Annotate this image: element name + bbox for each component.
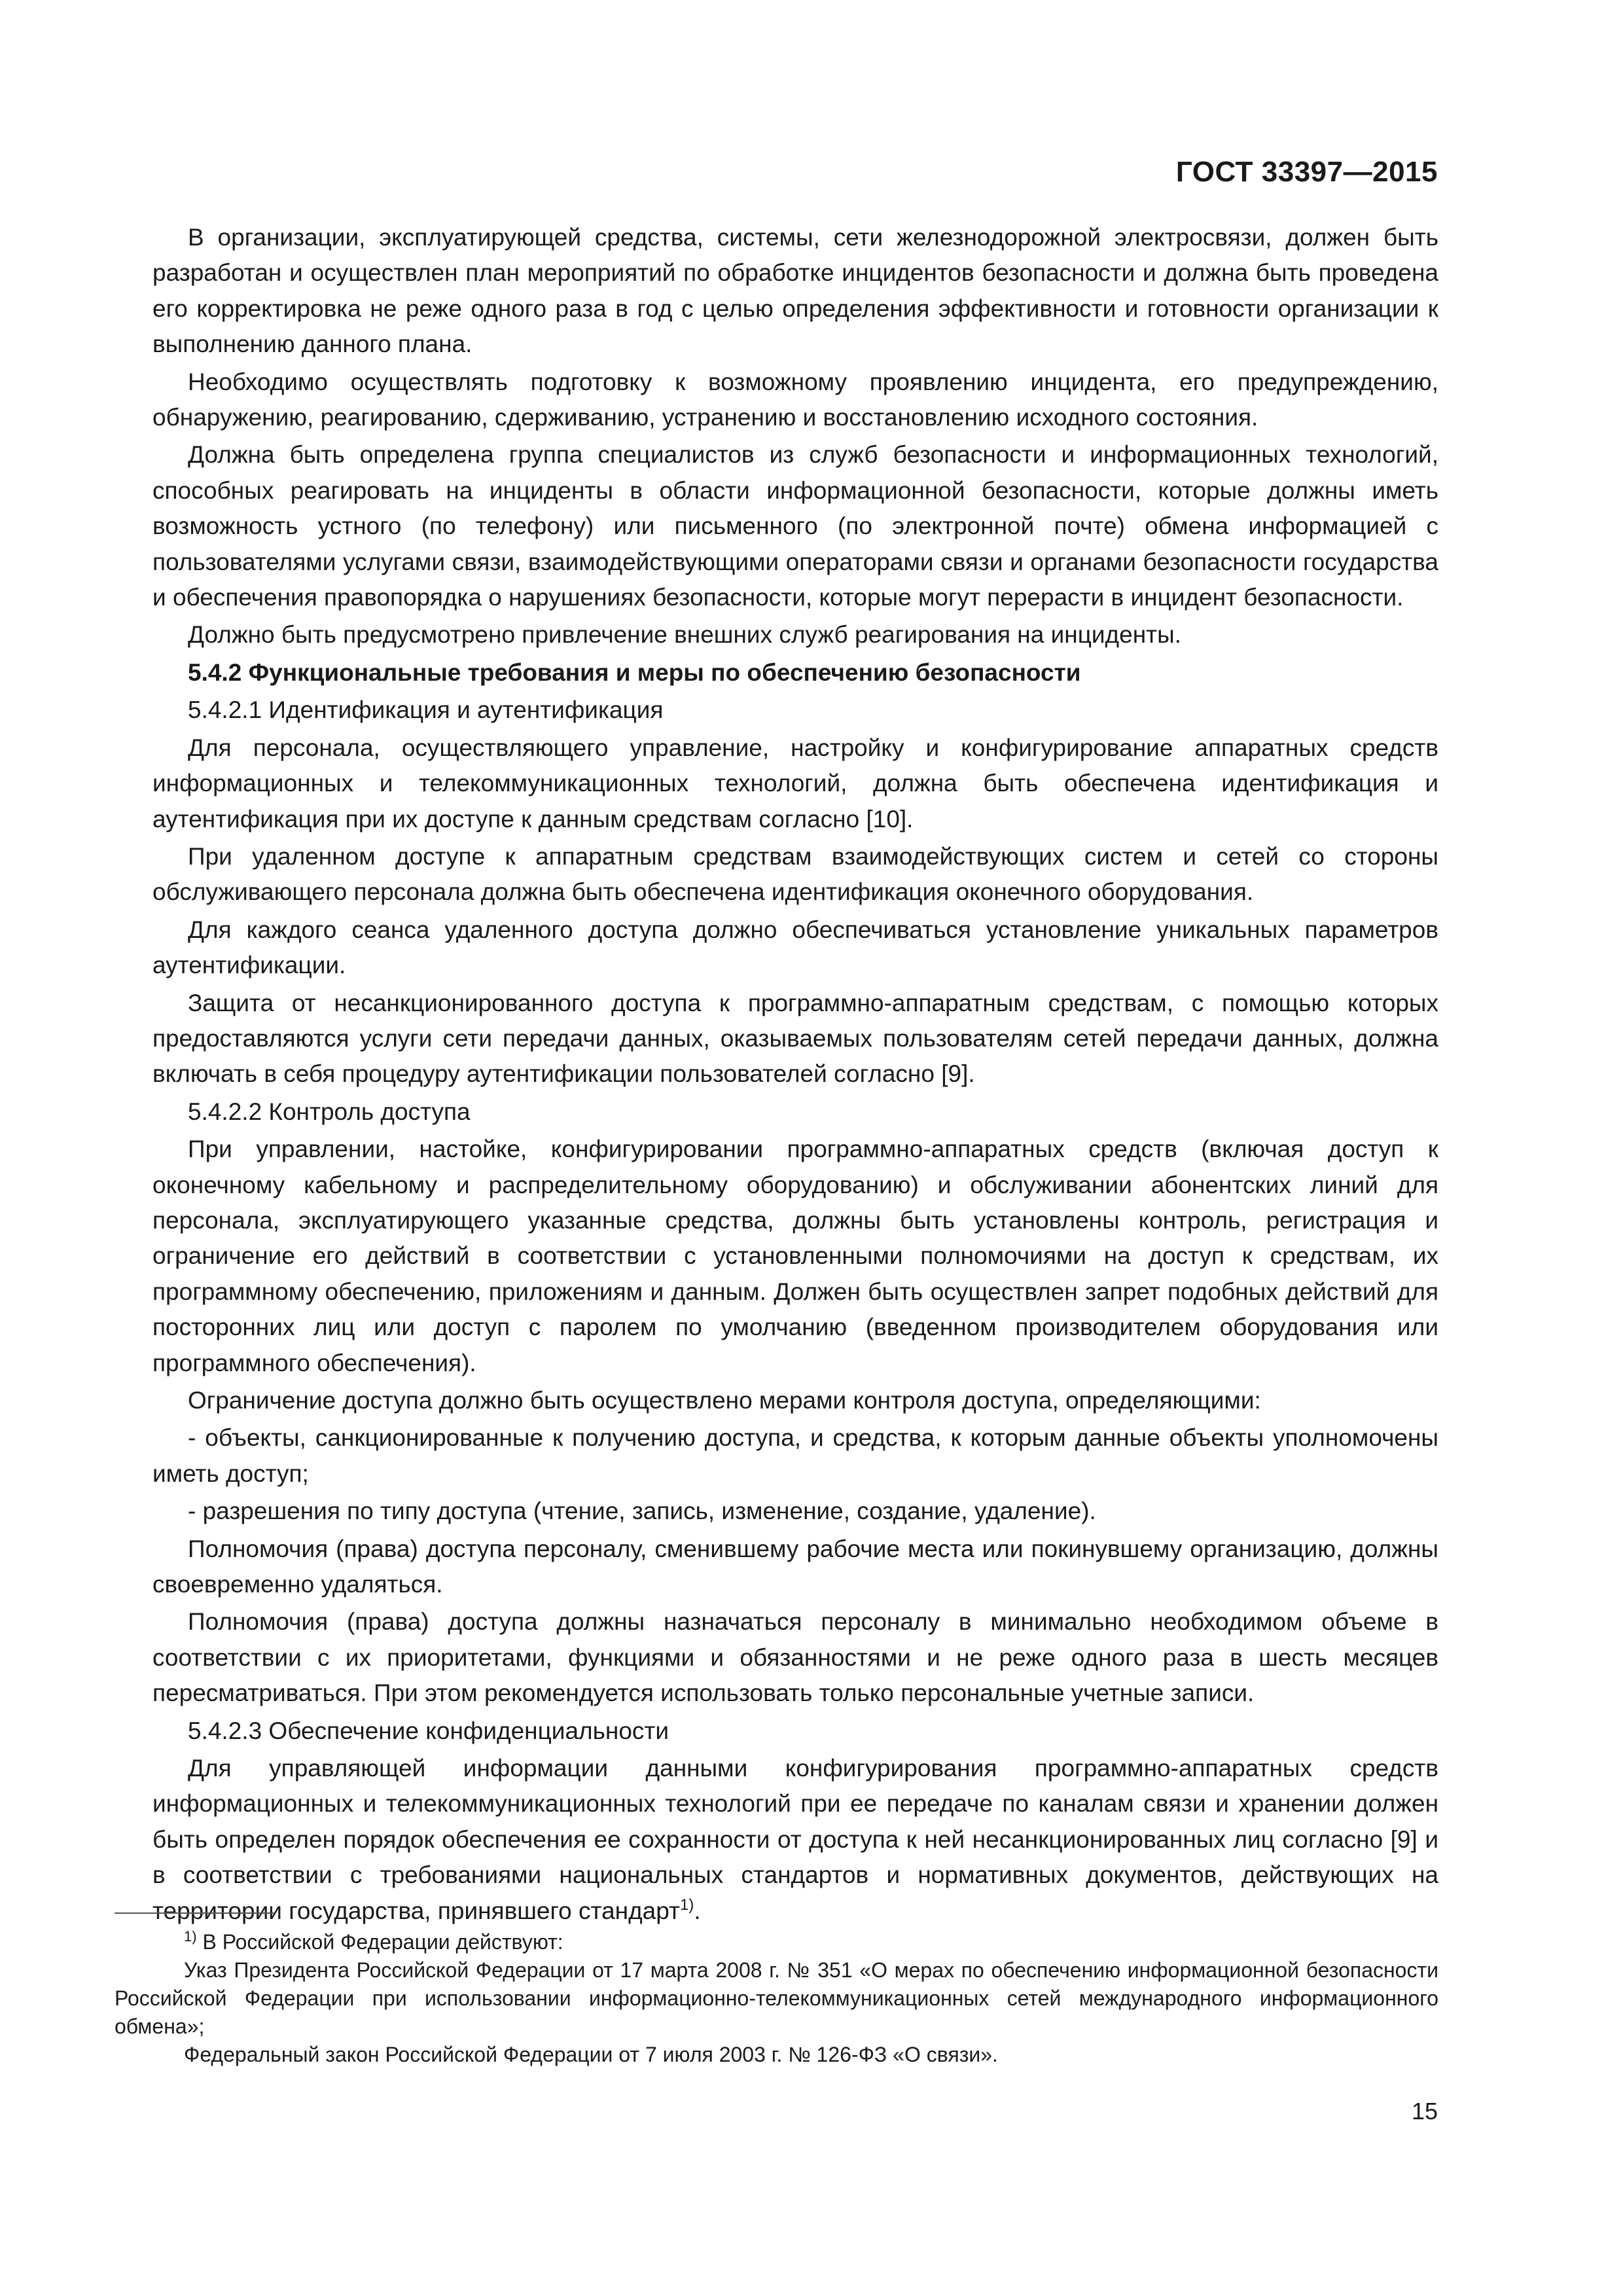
page-number: 15 bbox=[1411, 2098, 1438, 2125]
paragraph: При удаленном доступе к аппаратным средствам взаимодействующих систем и сетей со стороны обслуживающего персонала должна быть обеспечена идентификация оконечного оборудования. bbox=[152, 842, 1438, 906]
footnote-reference[interactable]: 1) bbox=[679, 1895, 694, 1914]
section-heading-5-4-2: 5.4.2 Функциональные требования и меры по обеспечению безопасности bbox=[188, 658, 1081, 686]
subsection-heading-5-4-2-2: 5.4.2.2 Контроль доступа bbox=[188, 1098, 471, 1125]
paragraph: Для каждого сеанса удаленного доступа должно обеспечиваться установление уникальных параметров аутентификации. bbox=[152, 916, 1438, 979]
footnote-marker: 1) bbox=[184, 1928, 197, 1945]
footnotes bbox=[115, 1928, 1438, 2069]
footnote-item: Федеральный закон Российской Федерации от 7 июля 2003 г. № 126-ФЗ «О связи». bbox=[184, 2043, 998, 2066]
paragraph-with-footnote: Для управляющей информации данными конфигурирования программно-аппаратных средств информационных и телекоммуникационных технологий при ее передаче по каналам связи и хранении должен быть определен порядок обеспечения ее сохранности от доступа к ней несанкционированных лиц согласно [9] и в соответствии с требованиями национальных стандартов и нормативных документов, действующих на территории государства, принявшего стандарт$^{1)}$. bbox=[152, 1755, 1438, 1924]
subsection-heading-5-4-2-1: 5.4.2.1 Идентификация и аутентификация bbox=[188, 696, 664, 724]
paragraph: Ограничение доступа должно быть осуществлено мерами контроля доступа, определяющими: bbox=[188, 1387, 1261, 1414]
paragraph: Полномочия (права) доступа должны назначаться персоналу в минимально необходимом объеме в соответствии с их приоритетами, функциями и обязанностями и не реже одного раза в шесть месяцев пересматриваться. При этом рекомендуется использовать только персональные учетные записи. bbox=[152, 1608, 1438, 1707]
standard-header: ГОСТ 33397—2015 bbox=[1175, 156, 1438, 188]
paragraph: При управлении, настойке, конфигурировании программно-аппаратных средств (включая доступ к оконечному кабельному и распределительному оборудованию) и обслуживании абонентских линий для персонала, эксплуатирующего указанные средства, должны быть установлены контроль, регистрация и ограничение его действий в соответствии с установленными полномочиями на доступ к средствам, их программному обеспечению, приложениям и данным. Должен быть осуществлен запрет подобных действий для посторонних лиц или доступ с паролем по умолчанию (введенном производителем оборудования или программного обеспечения). bbox=[152, 1136, 1438, 1376]
paragraph: Необходимо осуществлять подготовку к возможному проявлению инцидента, его предупреждению, обнаружению, реагированию, сдерживанию, устранению и восстановлению исходного состояния. bbox=[152, 368, 1438, 431]
paragraph-text: Для управляющей информации данными конфигурирования программно-аппаратных средств информационных и телекоммуникационных технологий при ее передаче по каналам связи и хранении должен быть определен порядок обеспечения ее сохранности от доступа к ней несанкционированных лиц согласно [9] и в соответствии с требованиями национальных стандартов и нормативных документов, действующих на территории государства, принявшего стандарт bbox=[152, 1755, 1438, 1924]
footnote-item: Указ Президента Российской Федерации от 17 марта 2008 г. № 351 «О мерах по обеспечению информационной безопасности Российской Федерации при использовании информационно-телекоммуникационных сетей международного информационного обмена»; bbox=[115, 1958, 1438, 2038]
paragraph: Защита от несанкционированного доступа к программно-аппаратным средствам, с помощью которых предоставляются услуги сети передачи данных, оказываемых пользователям сетей передачи данных, должна включать в себя процедуру аутентификации пользователей согласно [9]. bbox=[152, 989, 1438, 1088]
main-text bbox=[152, 220, 1438, 1931]
footnote-separator bbox=[115, 1912, 275, 1914]
paragraph: Должно быть предусмотрено привлечение внешних служб реагирования на инциденты. bbox=[188, 621, 1181, 649]
footnote-intro: $^{1)}$ В Российской Федерации действуют: bbox=[184, 1928, 563, 1954]
list-item: - разрешения по типу доступа (чтение, запись, изменение, создание, удаление). bbox=[188, 1498, 1096, 1525]
list-item: - объекты, санкционированные к получению доступа, и средства, к которым данные объекты уполномочены иметь доступ; bbox=[152, 1424, 1438, 1487]
paragraph: В организации, эксплуатирующей средства, системы, сети железнодорожной электросвязи, должен быть разработан и осуществлен план мероприятий по обработке инцидентов безопасности и должна быть проведена его корректировка не реже одного раза в год с целью определения эффективности и готовности организации к выполнению данного плана. bbox=[152, 224, 1438, 358]
paragraph: Должна быть определена группа специалистов из служб безопасности и информационных технологий, способных реагировать на инциденты в области информационной безопасности, которые должны иметь возможность устного (по телефону) или письменного (по электронной почте) обмена информацией с пользователями услугами связи, взаимодействующими операторами связи и органами безопасности государства и обеспечения правопорядка о нарушениях безопасности, которые могут перерасти в инцидент безопасности. bbox=[152, 441, 1438, 611]
subsection-heading-5-4-2-3: 5.4.2.3 Обеспечение конфиденциальности bbox=[188, 1717, 669, 1744]
paragraph: Полномочия (права) доступа персоналу, сменившему рабочие места или покинувшему организацию, должны своевременно удаляться. bbox=[152, 1535, 1438, 1598]
paragraph: Для персонала, осуществляющего управление, настройку и конфигурирование аппаратных средств информационных и телекоммуникационных технологий, должна быть обеспечена идентификация и аутентификация при их доступе к данным средствам согласно [10]. bbox=[152, 734, 1438, 833]
